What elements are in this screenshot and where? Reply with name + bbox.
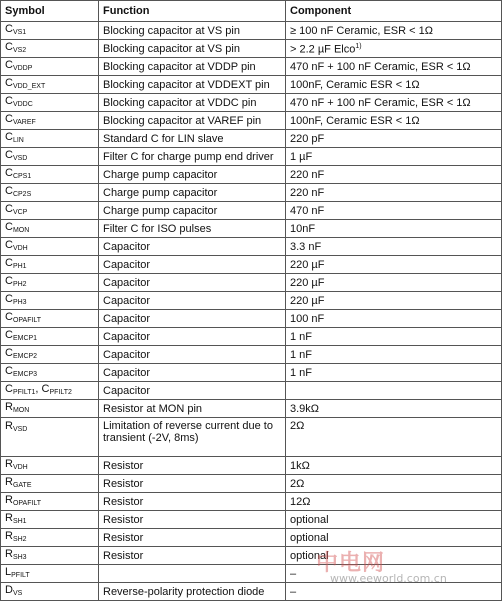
component-cell [286,364,502,382]
component-value: 12Ω [290,495,311,508]
component-value: 3.3 nF [290,240,322,253]
symbol-subscript: VS [12,589,23,597]
symbol-base: C [5,22,13,35]
function-cell: Capacitor [99,382,286,400]
function-cell: Capacitor [99,256,286,274]
component-value: 2Ω [290,420,305,432]
symbol-base: C [5,256,13,269]
header-row [1,1,502,22]
header-symbol: Symbol [1,1,99,22]
symbol-base: R [5,400,13,413]
component-value: – [290,585,297,598]
watermark-logo: 中电网 [316,551,386,576]
component-cell [286,511,502,529]
symbol-subscript: VS1 [12,28,27,36]
function-cell: Capacitor [99,310,286,328]
symbol-cell [1,166,99,184]
symbol-subscript: VSD [12,154,28,162]
function-cell: Resistor [99,493,286,511]
component-value: 220 µF [290,258,325,271]
symbol-cell [1,511,99,529]
component-cell [286,112,502,130]
component-cell [286,148,502,166]
function-cell: Limitation of reverse current due to transient (-2V, 8ms) [99,418,286,457]
component-value: > 2.2 µF Elco [290,43,356,56]
function-cell: Resistor [99,457,286,475]
symbol-cell [1,40,99,58]
symbol-subscript: EMCP3 [12,370,38,378]
symbol-base: C [5,76,13,89]
symbol-cell [1,418,99,457]
symbol-cell [1,346,99,364]
component-value: 2Ω [290,477,305,490]
function-cell: Blocking capacitor at VDDC pin [99,94,286,112]
symbol-base: R [5,493,13,506]
symbol-subscript: VAREF [12,118,36,126]
table-row [1,256,502,274]
table-row [1,220,502,238]
symbol-cell [1,256,99,274]
symbol-cell [1,493,99,511]
symbol-subscript: EMCP1 [12,334,38,342]
symbol-base: L [5,565,12,578]
symbol-cell [1,238,99,256]
table-row [1,274,502,292]
symbol-cell [1,22,99,40]
symbol-base: C [5,382,13,395]
table-row [1,475,502,493]
component-cell [286,94,502,112]
table-row [1,76,502,94]
component-cell [286,583,502,601]
function-cell: Resistor at MON pin [99,400,286,418]
component-value: optional [290,513,329,526]
table-row [1,418,502,457]
table-row [1,112,502,130]
table-row [1,130,502,148]
component-cell [286,529,502,547]
component-value: 100nF, Ceramic ESR < 1Ω [290,78,420,91]
component-cell [286,493,502,511]
symbol-base: C [5,328,13,341]
symbol-base: C [5,148,13,161]
component-cell [286,292,502,310]
symbol-base: C [5,94,13,107]
symbol-base: C [5,364,13,377]
function-cell: Standard C for LIN slave [99,130,286,148]
symbol-subscript: CP2S [12,190,32,198]
symbol-base: C [5,184,13,197]
symbol-base: R [5,511,13,524]
table-row [1,328,502,346]
symbol-base: C [5,292,13,305]
component-value: optional [290,531,329,544]
symbol-subscript: OPAFILT [12,316,42,324]
symbol-cell [1,130,99,148]
component-cell [286,400,502,418]
symbol-cell [1,400,99,418]
symbol-cell [1,76,99,94]
table-row [1,547,502,565]
component-cell [286,475,502,493]
symbol-subscript: PH3 [12,298,27,306]
component-cell [286,40,502,58]
symbol-subscript: PH1 [12,262,27,270]
function-cell: Blocking capacitor at VDDEXT pin [99,76,286,94]
symbol-base: C [5,130,13,143]
symbol-cell [1,583,99,601]
symbol-base: R [5,529,13,542]
component-cell [286,418,502,457]
component-value: 470 nF + 100 nF Ceramic, ESR < 1Ω [290,60,471,73]
symbol-subscript: LIN [12,136,24,144]
component-cell [286,22,502,40]
symbol-base: R [5,475,13,488]
component-value: 470 nF [290,204,325,217]
symbol-base: R [5,420,13,432]
symbol-base: R [5,547,13,560]
symbol-base: C [5,310,13,323]
component-value: – [290,567,297,580]
symbol-cell [1,529,99,547]
function-cell: Filter C for charge pump end driver [99,148,286,166]
symbol-cell [1,58,99,76]
symbol-cell [1,184,99,202]
component-value: 1 nF [290,330,313,343]
header-component: Component [286,1,502,22]
table-row [1,148,502,166]
table-row [1,202,502,220]
symbol-subscript: EMCP2 [12,352,38,360]
component-value: 100nF, Ceramic ESR < 1Ω [290,114,420,127]
component-value: 3.9kΩ [290,402,320,415]
function-cell: Capacitor [99,346,286,364]
component-cell [286,382,502,400]
table-row [1,457,502,475]
symbol-cell [1,475,99,493]
table-row [1,493,502,511]
function-cell: Capacitor [99,274,286,292]
component-cell [286,457,502,475]
component-cell [286,346,502,364]
component-cell [286,328,502,346]
symbol-cell [1,148,99,166]
function-cell [99,565,286,583]
table-row [1,94,502,112]
component-value: 1kΩ [290,459,310,472]
component-value: 220 nF [290,168,325,181]
function-cell: Reverse-polarity protection diode [99,583,286,601]
symbol-base: C [5,40,13,53]
symbol-subscript: VS2 [12,46,27,54]
table-row [1,583,502,601]
symbol-subscript: OPAFILT [12,499,42,507]
function-cell: Resistor [99,511,286,529]
function-cell: Filter C for ISO pulses [99,220,286,238]
symbol-cell [1,220,99,238]
table-row [1,40,502,58]
symbol-subscript: PH2 [12,280,27,288]
function-cell: Resistor [99,529,286,547]
symbol-cell [1,112,99,130]
watermark-url: www.eeworld.com.cn [330,572,447,585]
component-value: 220 nF [290,186,325,199]
component-value: 1 nF [290,348,313,361]
symbol-cell [1,94,99,112]
symbol-base: C [5,202,13,215]
function-cell: Capacitor [99,364,286,382]
function-cell: Blocking capacitor at VAREF pin [99,112,286,130]
component-cell [286,220,502,238]
symbol-subscript: PFILT1 [12,388,36,396]
component-cell [286,58,502,76]
symbol-base: R [5,457,13,470]
symbol-cell [1,202,99,220]
symbol-subscript: VDDC [12,100,33,108]
symbol-subscript: MON [12,406,30,414]
symbol-base: C [5,346,13,359]
symbol-base: C [41,382,50,395]
table-row [1,22,502,40]
symbol-base: C [5,58,13,71]
component-value: 220 µF [290,294,325,307]
table-row [1,382,502,400]
symbol-cell [1,457,99,475]
component-cell [286,310,502,328]
symbol-subscript: VSD [12,426,28,433]
symbol-cell [1,328,99,346]
table-row [1,58,502,76]
component-cell [286,166,502,184]
component-value: 1 µF [290,150,313,163]
symbol-cell [1,292,99,310]
symbol-cell [1,565,99,583]
component-value: 220 pF [290,132,325,145]
symbol-subscript: MON [12,226,30,234]
symbol-subscript: SH3 [12,553,27,561]
table-row [1,166,502,184]
table-row [1,310,502,328]
table-row [1,346,502,364]
table-row [1,292,502,310]
function-cell: Resistor [99,547,286,565]
symbol-subscript: CPS1 [12,172,32,180]
function-cell: Capacitor [99,238,286,256]
component-value: optional [290,549,329,562]
header-function: Function [99,1,286,22]
function-cell: Charge pump capacitor [99,166,286,184]
symbol-base: D [5,583,13,596]
function-cell: Capacitor [99,292,286,310]
function-cell: Charge pump capacitor [99,202,286,220]
table-row [1,238,502,256]
symbol-cell: $C_{PFILT1}$, $C_{PFILT2}$ [1,382,99,400]
symbol-subscript: PFILT2 [49,388,72,396]
footnote-marker: 1) [355,43,362,51]
component-cell [286,274,502,292]
table-row [1,184,502,202]
component-value: 220 µF [290,276,325,289]
component-cell [286,256,502,274]
function-cell: Blocking capacitor at VS pin [99,40,286,58]
component-cell [286,76,502,94]
symbol-base: C [5,238,13,251]
symbol-cell [1,274,99,292]
symbol-base: C [5,112,13,125]
function-cell: Capacitor [99,328,286,346]
function-cell: Blocking capacitor at VDDP pin [99,58,286,76]
component-cell [286,130,502,148]
symbol-subscript: VCP [12,208,28,216]
symbol-subscript: VDD_EXT [12,82,46,90]
symbol-subscript: VDH [12,463,28,471]
symbol-cell [1,364,99,382]
function-cell: Blocking capacitor at VS pin [99,22,286,40]
table-row [1,529,502,547]
table-row [1,511,502,529]
symbol-cell [1,310,99,328]
component-cell [286,184,502,202]
component-value: 1 nF [290,366,313,379]
symbol-base: C [5,274,13,287]
component-value: 10nF [290,222,316,235]
symbol-subscript: SH1 [12,517,27,525]
symbol-base: C [5,166,13,179]
table-row [1,400,502,418]
component-value: 100 nF [290,312,325,325]
table-row [1,364,502,382]
symbol-base: C [5,220,13,233]
function-cell: Charge pump capacitor [99,184,286,202]
symbol-subscript: SH2 [12,535,27,543]
symbol-subscript: GATE [12,481,32,489]
symbol-cell [1,547,99,565]
symbol-subscript: PFILT [11,571,30,579]
component-value: 470 nF + 100 nF Ceramic, ESR < 1Ω [290,96,471,109]
component-cell [286,238,502,256]
symbol-subscript: VDH [12,244,28,252]
component-value: ≥ 100 nF Ceramic, ESR < 1Ω [290,24,433,37]
component-cell [286,202,502,220]
symbol-subscript: VDDP [12,64,33,72]
function-cell: Resistor [99,475,286,493]
